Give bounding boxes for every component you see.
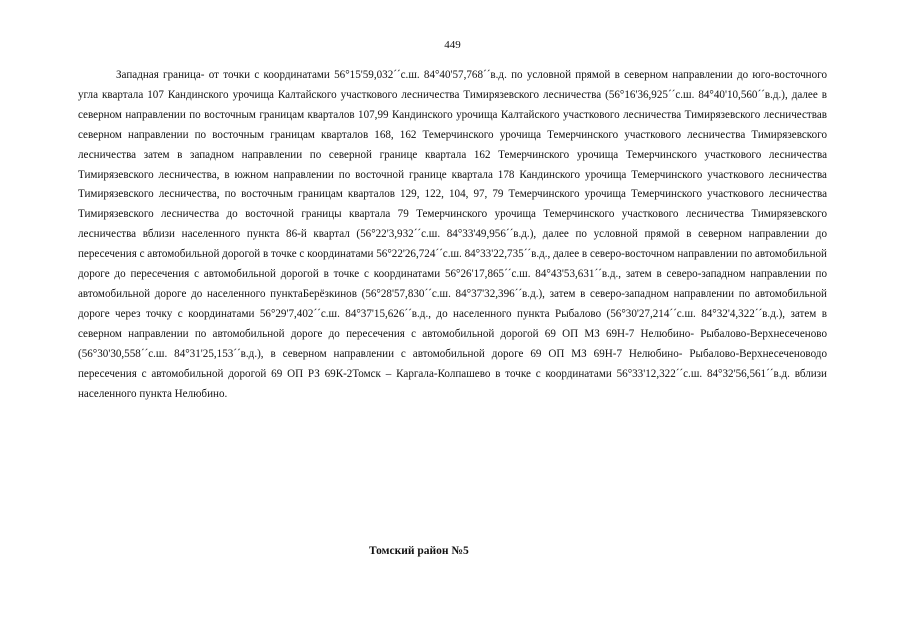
page-number: 449: [444, 39, 461, 51]
section-heading: Томский район №5: [369, 545, 469, 557]
boundary-description-paragraph: Западная граница- от точки с координатами 56°15'59,032´´с.ш. 84°40'57,768´´в.д. по условной прямой в северном направлении до юго-восточного угла квартала 107 Кандинского урочища Калтайского участкового лесничества Тимирязевского лесничества (56°16'36,925´´с.ш. 84°40'10,560´´в.д.), далее в северном направлении по восточным границам кварталов 107,99 Кандинского урочища Калтайского участкового лесничества Тимирязевского лесничествав северном направлении по восточным границам кварталов 168, 162 Темерчинского урочища Темерчинского участкового лесничества Тимирязевского лесничества затем в западном направлении по северной границе квартала 162 Темерчинского урочища Темерчинского участкового лесничества Тимирязевского лесничества, в южном направлении по восточной границе квартала 178 Кандинского урочища Темерчинского участкового лесничества Тимирязевского лесничества, по восточным границам кварталов 129, 122, 104, 97, 79 Темерчинского урочища Темерчинского участкового лесничества Тимирязевского лесничества до восточной границы квартала 79 Темерчинского урочища Темерчинского участкового лесничества Тимирязевского лесничества вблизи населенного пункта 86-й квартал (56°22'3,932´´с.ш. 84°33'49,956´´в.д.), далее по условной прямой в северном направлении до пересечения с автомобильной дорогой в точке с координатами 56°22'26,724´´с.ш. 84°33'22,735´´в.д., далее в северо-восточном направлении по автомобильной дороге до пересечения с автомобильной дорогой в точке с координатами 56°26'17,865´´с.ш. 84°43'53,631´´в.д., затем в северо-западном направлении по автомобильной дороге до населенного пунктаБерёзкинов (56°28'57,830´´с.ш. 84°37'32,396´´в.д.), затем в северо-западном направлении по автомобильной дороге через точку с координатами 56°29'7,402´´с.ш. 84°37'15,626´´в.д., до населенного пункта Рыбалово (56°30'27,214´´с.ш. 84°32'4,322´´в.д.), затем в северном направлении по автомобильной дороге до пересечения с автомобильной дорогой 69 ОП МЗ 69Н-7 Нелюбино- Рыбалово-Верхнесеченово (56°30'30,558´´с.ш. 84°31'25,153´´в.д.), в северном направлении с автомобильной дороге 69 ОП МЗ 69Н-7 Нелюбино- Рыбалово-Верхнесеченоводо пересечения с автомобильной дорогой 69 ОП РЗ 69К-2Томск – Каргала-Колпашево в точке с координатами 56°33'12,322´´с.ш. 84°32'56,561´´в.д. вблизи населенного пункта Нелюбино.: [78, 69, 827, 400]
